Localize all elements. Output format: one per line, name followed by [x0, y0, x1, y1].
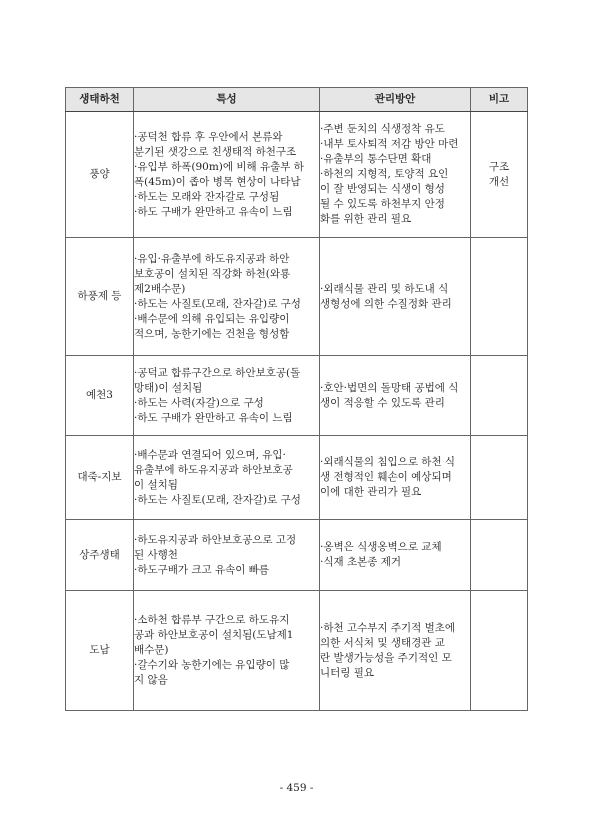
management-line: 화를 위한 관리 필요	[320, 213, 412, 225]
management-cell	[320, 356, 471, 436]
management-line: ·옹벽은 식생옹벽으로 교체	[320, 541, 442, 553]
features-line: ·배수문과 연결되어 있으며, 유입·	[134, 448, 286, 461]
ecological-stream-table	[65, 87, 528, 711]
features-line: 유출부에 하도유지공과 하안보호공	[134, 463, 293, 476]
features-cell	[134, 356, 320, 436]
features-cell	[134, 520, 320, 591]
note-cell	[471, 520, 528, 591]
features-line: 적으며, 농한기에는 건천을 형성함	[134, 327, 290, 340]
management-line: ·외래식물 관리 및 하도내 식	[320, 282, 449, 295]
management-line: ·하천 고수부지 주기적 벌초에	[320, 621, 456, 634]
note-cell	[471, 112, 528, 238]
management-line: 생 전형적인 훼손이 예상되며	[320, 471, 452, 483]
management-line: 이에 대한 관리가 필요	[320, 486, 422, 498]
features-cell	[134, 436, 320, 520]
management-line: 이 잘 반영되는 식생이 형성	[320, 183, 445, 195]
features-cell	[134, 238, 320, 356]
features-line: ·공덕천 합류 후 우안에서 본류와	[134, 130, 283, 143]
features-line: 이 설치됨	[134, 478, 178, 491]
features-line: ·하도는 사력(자갈)으로 구성	[134, 396, 264, 409]
features-line: ·하도는 모래와 잔자갈로 구성됨	[134, 190, 280, 203]
table-row	[66, 238, 528, 356]
features-line: ·공덕교 합류구간으로 하안보호공(돌	[134, 366, 301, 379]
management-cell	[320, 112, 471, 238]
stream-name-cell: 상주생태	[66, 520, 134, 591]
features-line: 망태)이 설치됨	[134, 381, 203, 394]
note-cell	[471, 591, 528, 711]
features-cell	[134, 112, 320, 238]
features-line: 분기된 샛강으로 친생태적 하천구조	[134, 145, 297, 158]
note-line: 구조	[488, 160, 510, 173]
management-line: 생이 적응할 수 있도록 관리	[320, 396, 445, 409]
features-line: ·하도 구배가 완만하고 유속이 느림	[134, 205, 293, 218]
features-line: ·하도 구배가 완만하고 유속이 느림	[134, 411, 293, 424]
features-line: 제2배수문)	[134, 282, 186, 295]
management-line: 니터링 필요	[320, 666, 375, 679]
note-cell	[471, 436, 528, 520]
features-line: ·하도구배가 크고 유속이 빠름	[134, 563, 270, 576]
management-line: 생형성에 의한 수질정화 관리	[320, 297, 452, 310]
header-features: 특성	[134, 88, 320, 112]
management-cell	[320, 591, 471, 711]
features-line: 보호공이 설치된 직강화 하천(와룡	[134, 267, 291, 280]
features-line: ·하도는 사질토(모래, 잔자갈)로 구성	[134, 493, 301, 506]
note-line: 개선	[488, 175, 510, 188]
features-line: ·갈수기와 농한기에는 유입량이 많	[134, 659, 290, 671]
stream-name-cell: 대죽-지보	[66, 436, 134, 520]
features-line: 지 않음	[134, 674, 168, 686]
features-line: ·유입·유출부에 하도유지공과 하안	[134, 252, 290, 265]
management-line: ·유출부의 통수단면 확대	[320, 153, 432, 165]
table-row	[66, 356, 528, 436]
page-number: - 459 -	[279, 782, 314, 794]
table-row	[66, 112, 528, 238]
features-line: ·소하천 합류부 구간으로 하도유지	[134, 614, 290, 626]
features-line: ·하도는 사질토(모래, 잔자갈)로 구성	[134, 297, 301, 310]
management-line: ·식재 초본종 제거	[320, 556, 402, 568]
stream-name-cell: 하풍제 등	[66, 238, 134, 356]
table-row	[66, 520, 528, 591]
features-line: 배수문)	[134, 644, 169, 656]
features-line: ·유입부 하폭(90m)에 비해 유출부 하	[134, 160, 304, 173]
features-line: 폭(45m)이 좁아 병목 현상이 나타남	[134, 175, 301, 188]
table-row	[66, 591, 528, 711]
features-line: 된 사행천	[134, 548, 178, 561]
management-cell	[320, 436, 471, 520]
management-line: 란 발생가능성을 주기적인 모	[320, 651, 452, 664]
features-line: ·하도유지공과 하안보호공으로 고정	[134, 533, 297, 546]
management-cell	[320, 520, 471, 591]
stream-name-cell: 풍양	[66, 112, 134, 238]
management-line: 의한 서식처 및 생태경관 교	[320, 636, 445, 649]
management-line: ·내부 토사퇴적 저감 방안 마련	[320, 138, 459, 150]
note-cell	[471, 238, 528, 356]
table-row	[66, 436, 528, 520]
management-line: ·호안·법면의 돌망태 공법에 식	[320, 381, 459, 394]
management-cell	[320, 238, 471, 356]
features-cell	[134, 591, 320, 711]
features-line: ·배수문에 의해 유입되는 유입량이	[134, 312, 290, 325]
management-line: ·주변 둔치의 식생정착 유도	[320, 123, 445, 135]
management-line: ·하천의 지형적, 토양적 요인	[320, 168, 449, 180]
header-stream: 생태하천	[66, 88, 134, 112]
table-header-row	[66, 88, 528, 112]
header-management: 관리방안	[320, 88, 471, 112]
stream-name-cell: 도남	[66, 591, 134, 711]
management-line: ·외래식물의 침입으로 하천 식	[320, 456, 456, 468]
features-line: 공과 하안보호공이 설치됨(도남제1	[134, 629, 294, 641]
stream-name-cell: 예천3	[66, 356, 134, 436]
management-line: 될 수 있도록 하천부지 안정	[320, 198, 445, 210]
header-note: 비고	[471, 88, 528, 112]
note-cell	[471, 356, 528, 436]
